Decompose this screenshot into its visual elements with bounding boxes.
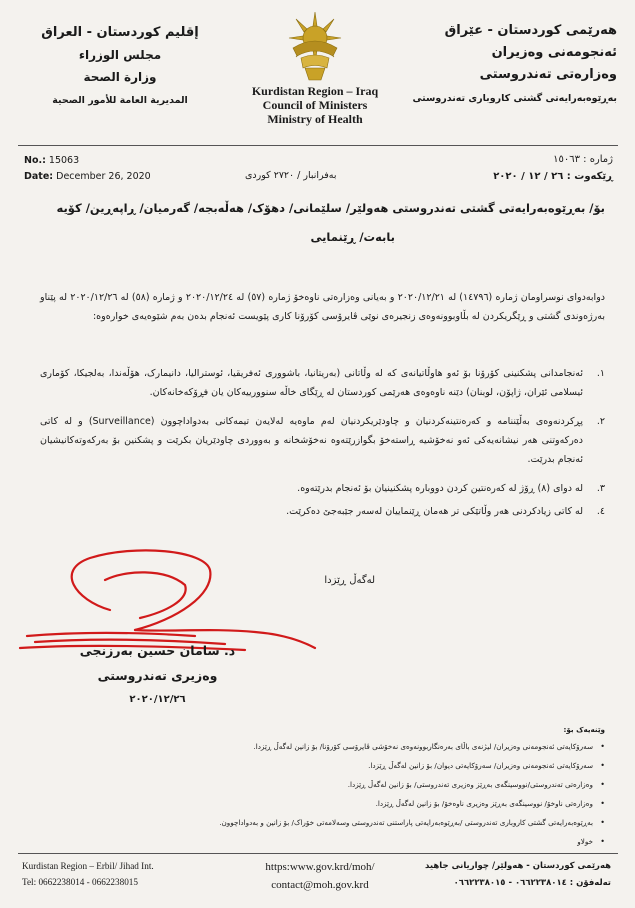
header-kurdish-directorate: بەڕێوەبەرایەتی گشتی کاروباری تەندروستی	[412, 93, 617, 104]
reference-number-value: 15063	[48, 155, 80, 166]
header-english-ministry: Ministry of Health	[267, 112, 363, 126]
list-item	[40, 502, 605, 521]
list-item-text: ئەنجامدانی پشکنینی کۆرۆنا بۆ ئەو هاوڵاتیانەی کە لە وڵاتانی (بەریتانیا، باشووری ئەفریقیا، ئوسترالیا، دانیمارک، هۆڵەندا، بەلجیکا، کۆماری ئیسلامی ئێران، ژاپۆن، لوبنان) دێنە ناوەوەی هەرێمی کوردستان لە ڕێگای خاڵە سنوورییەکان یان فڕۆکەخانەکان.	[40, 368, 583, 398]
list-item-number: ٣.	[596, 483, 605, 494]
signer-date: ٢٠٢٠/١٢/٢٦	[129, 694, 186, 705]
cc-title: وێنەیەک بۆ:	[563, 725, 605, 734]
header-english	[230, 8, 400, 126]
header-kurdish	[367, 20, 617, 112]
closing-regards: لەگەڵ ڕێزدا	[324, 575, 375, 586]
reference-date	[24, 169, 151, 185]
footer-kurdish-phone: تەلەفۆن : ٠٦٦٢٢٣٨٠١٤ - ٠٦٦٢٢٣٨٠١٥	[453, 878, 611, 888]
footer-email-link[interactable]: contact@moh.gov.krd	[271, 879, 369, 891]
signer-name: د. سامان حسین بەرزنجی	[79, 643, 236, 658]
footer-english-address: Kurdistan Region – Erbil/ Jihad Int.	[22, 861, 154, 871]
signer-title: وەزیری تەندروستی	[97, 668, 218, 683]
header-arabic-region: إقليم كوردستان - العراق	[41, 25, 199, 40]
list-item-number: ١.	[596, 368, 605, 379]
list-item	[40, 412, 605, 469]
signer-block	[60, 640, 255, 710]
list-item	[40, 364, 605, 402]
reference-kurdish-date: ڕێکەوت : ٢٦ / ١٢ / ٢٠٢٠	[493, 171, 613, 182]
header-divider	[18, 145, 618, 146]
list-item-number: ٤.	[596, 506, 605, 517]
header-arabic-directorate: المديرية العامة للأمور الصحية	[52, 95, 188, 106]
reference-number-label: No.:	[24, 155, 46, 166]
header-kurdish-region: هەرێمی کوردستان - عێراق	[444, 23, 617, 38]
cc-item: • وەزارەتی ناوخۆ/ نووسینگەی بەڕێز وەزیری ناوەخۆ/ بۆ زانین لەگەڵ ڕێزدا.	[40, 794, 605, 813]
cc-item: • وەزارەتی تەندروستی/نووسینگەی بەڕێز وەزیری تەندروستی/ بۆ زانین لەگەڵ ڕێزدا.	[40, 775, 605, 794]
header-arabic-ministry: وزارة الصحة	[83, 70, 157, 84]
reference-kurdish-number: ژمارە : ١٥٠٦٣	[553, 154, 613, 165]
reference-english	[24, 153, 151, 185]
footer-contact	[250, 858, 390, 894]
reference-kurdish	[493, 151, 613, 185]
list-item	[40, 479, 605, 498]
header-arabic	[30, 22, 210, 114]
header-english-council: Council of Ministers	[262, 98, 368, 112]
footer-english-phone: Tel: 0662238014 - 0662238015	[22, 877, 138, 887]
reference-date-value: December 26, 2020	[56, 171, 151, 182]
footer-divider	[18, 853, 618, 854]
reference-date-label: Date:	[24, 171, 54, 182]
list-item-text: پڕکردنەوەی بەڵێننامە و کەرەنتینەکردنیان و چاودێریکردنیان لەم ماوەیە لەلایەن تیمەکانی بەدواداچوون (Surveillance) و لە کاتی دەرکەوتنی هەر نیشانەیەکی ئەو نەخۆشیە ڕاستەخۆ بگوازرێتەوە نەخۆشخانە و بەووردی چاودێریان بکرێت و پشکنین بۆ بەرکەوتەکانیشیان ئەنجام بدرێت.	[40, 416, 583, 465]
kurdistan-emblem-icon	[283, 8, 347, 84]
list-item-number: ٢.	[596, 416, 605, 427]
recipient-line: بۆ/ بەڕێوەبەرایەتی گشتی تەندروستی هەولێر/ سلێمانی/ دهۆک/ هەڵەبجە/ گەرمیان/ ڕاپەڕین/ کۆیە	[56, 201, 605, 215]
cc-item: • خولاو	[40, 832, 605, 851]
footer-english	[22, 858, 154, 890]
reference-kurdish-calendar-date: بەفرانبار / ٢٧٢٠ کوردی	[245, 170, 337, 181]
instruction-list	[40, 364, 605, 531]
subject-line: بابەت/ ڕێنمایی	[310, 230, 395, 244]
cc-item: • سەرۆکایەتی ئەنجومەنی وەزیران/ سەرۆکایەتی دیوان/ بۆ زانین لەگەڵ ڕێزدا.	[40, 756, 605, 775]
cc-item: • سەرۆکایەتی ئەنجومەنی وەزیران/ لیژنەی باڵای بەرەنگاربوونەوەی نەخۆشی ڤایرۆسی کۆرۆنا/ بۆ زانین لەگەڵ ڕێزدا.	[40, 737, 605, 756]
cc-list	[40, 737, 605, 851]
list-item-text: لە کاتی زیادکردنی هەر وڵاتێکی تر هەمان ڕێنماییان لەسەر جێبەجێ دەکرێت.	[286, 506, 583, 517]
cc-block	[40, 725, 605, 851]
footer-kurdish-address: هەرێمی کوردستان - هەولێر/ چواریانی جاهید	[425, 861, 611, 871]
reference-number	[24, 153, 151, 169]
list-item-text: لە دوای (٨) ڕۆژ لە کەرەنتین کردن دووبارە پشکنینیان بۆ ئەنجام بدرێتەوە.	[297, 483, 583, 494]
header-kurdish-ministry: وەزارەتی تەندروستی	[479, 67, 617, 82]
footer-kurdish	[425, 858, 611, 892]
header-arabic-council: مجلس الوزراء	[78, 48, 162, 62]
intro-paragraph: دوابەدوای نوسراومان ژمارە (١٤٧٩٦) لە ٢٠٢٠/١٢/٢١ و بەیانی وەزارەتی ناوەخۆ ژمارە (٥٧) لە ٢٠٢٠/١٢/٢٤ و ژمارە (٥٨) لە ٢٠٢٠/١٢/٢٦ لە پێناو بەرژەوندی گشتی و ڕێگریکردن لە بڵاوبوونەوەی زنجیرەی نوێی ڤایرۆسی کۆرۆنا کاری پێویست ئەنجام بدەن بەم شێوەیەی خوارەوە:	[40, 292, 606, 322]
header-english-region: Kurdistan Region – Iraq	[251, 84, 379, 98]
cc-item: • بەڕێوەبەرایەتی گشتی کاروباری تەندروستی /بەڕێوەبەرایەتی پاراستنی تەندروستی وسەلامەتی خۆراک/ بۆ زانین و بەدواداچوون.	[40, 813, 605, 832]
header-kurdish-council: ئەنجومەنی وەزیران	[491, 45, 617, 60]
footer-website-link[interactable]: https:www.gov.krd/moh/	[265, 861, 375, 873]
